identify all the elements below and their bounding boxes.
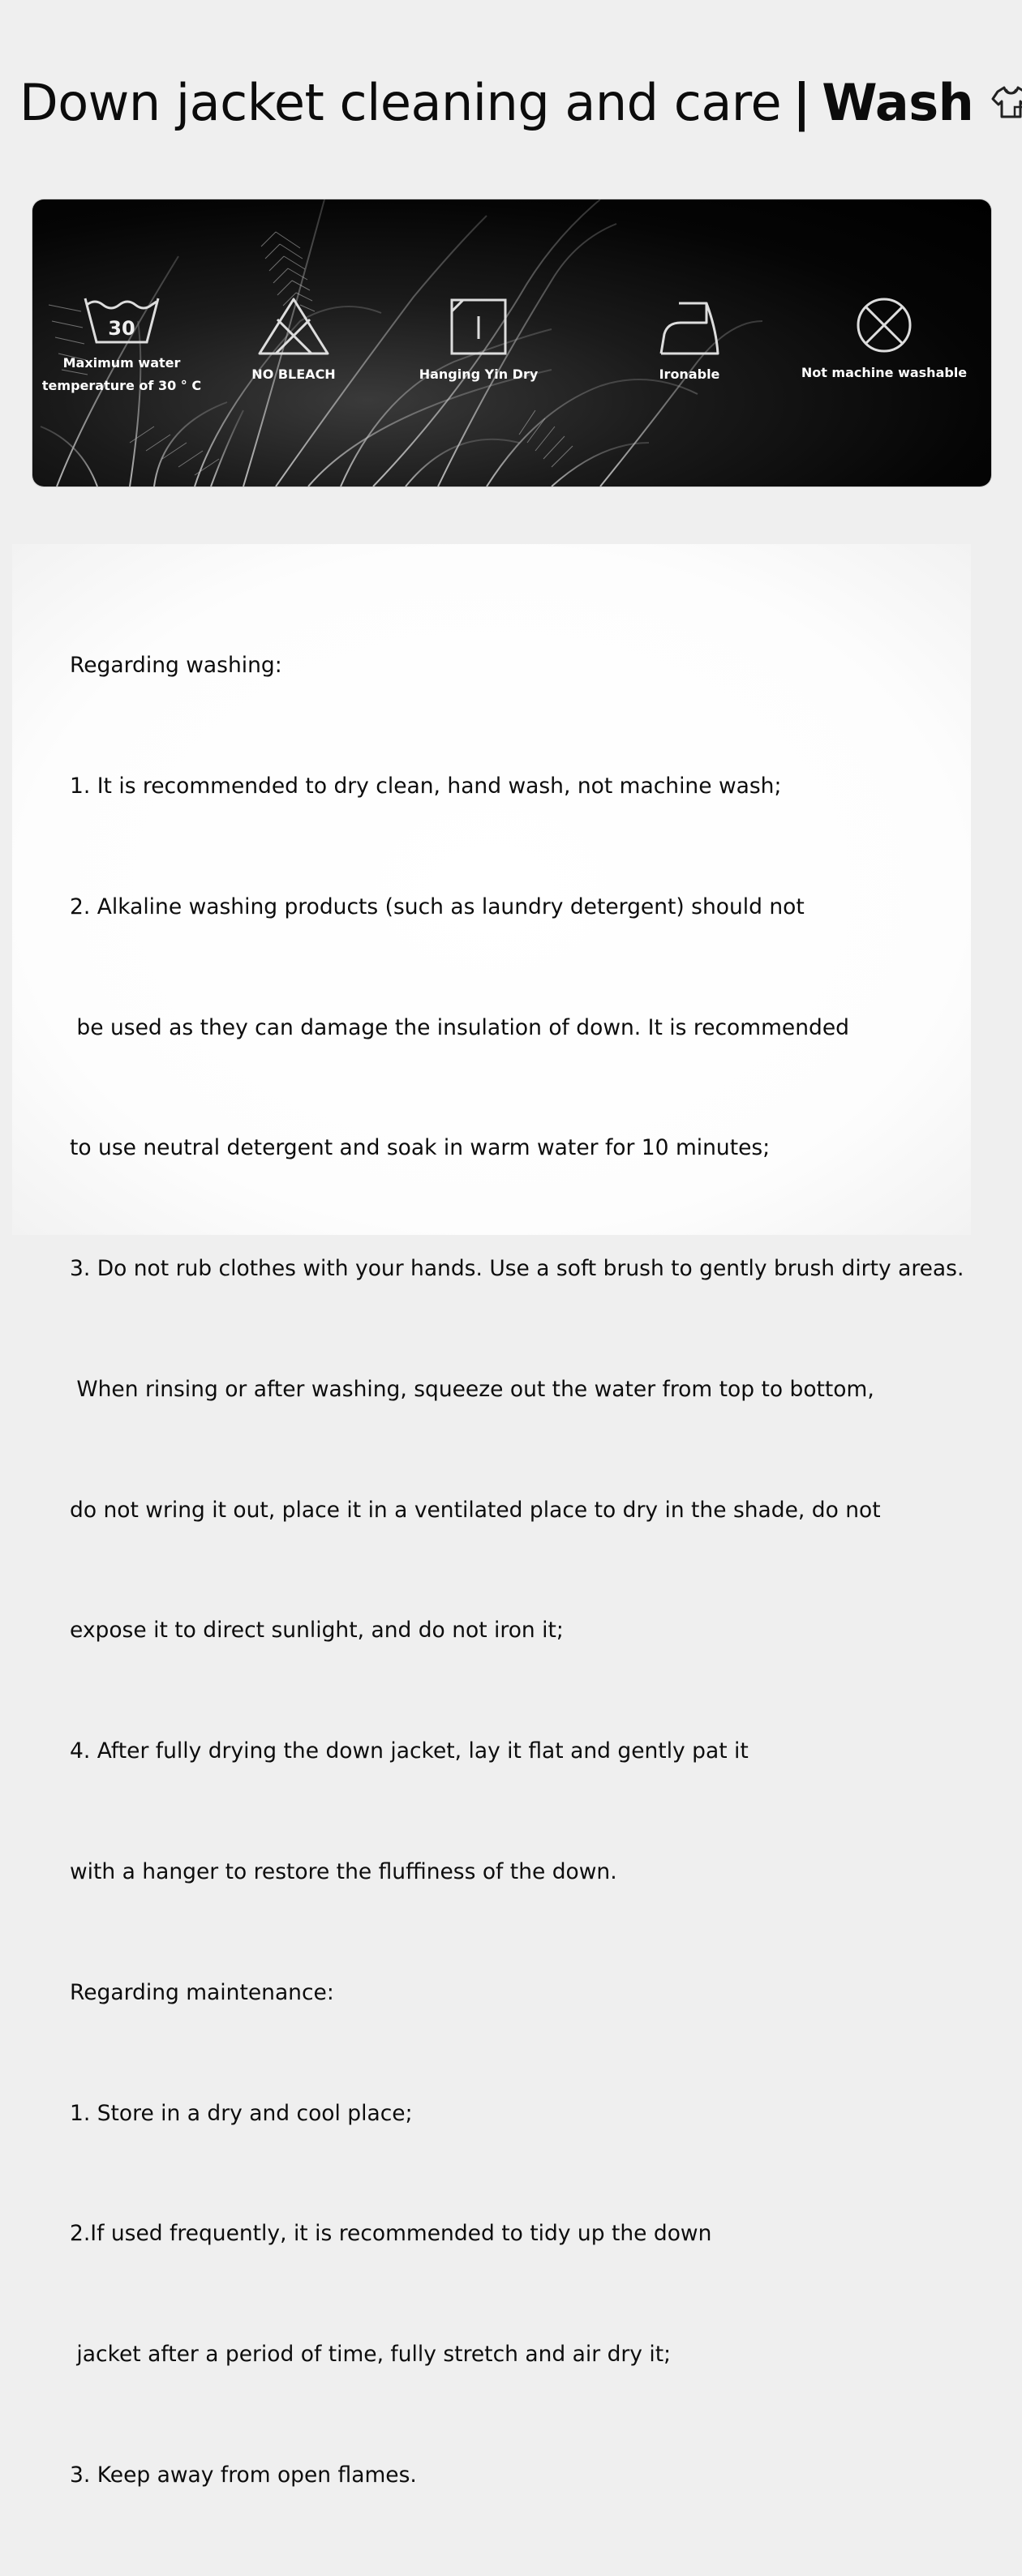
instruction-line: expose it to direct sunlight, and do not iron it; <box>70 1618 564 1644</box>
instruction-line: 2.If used frequently, it is recommended to tidy up the down <box>70 2221 712 2247</box>
care-label: NO BLEACH <box>251 366 336 382</box>
instruction-line: to use neutral detergent and soak in warm water for 10 minutes; <box>70 1135 771 1161</box>
no-bleach-icon <box>256 297 331 357</box>
care-label: Ironable <box>659 366 720 382</box>
care-item-no-bleach <box>221 297 367 386</box>
care-item-no-machine-wash <box>795 295 973 384</box>
hang-dry-shade-icon <box>449 297 509 357</box>
care-item-ironable <box>625 297 754 386</box>
care-instructions <box>70 565 964 2576</box>
care-item-hang-dry <box>406 297 552 386</box>
page-title-section: Wash <box>822 73 974 132</box>
section-heading-washing: Regarding washing: <box>70 653 282 679</box>
section-heading-maintenance: Regarding maintenance: <box>70 1979 334 2005</box>
instruction-line: 2. Alkaline washing products (such as laundry detergent) should not <box>70 894 805 919</box>
page-title <box>19 73 1022 132</box>
no-machine-wash-icon <box>854 295 914 355</box>
instruction-line: do not wring it out, place it in a ventilated place to dry in the shade, do not <box>70 1497 881 1523</box>
instruction-line: jacket after a period of time, fully stretch and air dry it; <box>70 2342 672 2368</box>
instruction-line: 1. Store in a dry and cool place; <box>70 2100 413 2126</box>
care-instructions-panel <box>12 544 971 2488</box>
wash-tub-30-icon <box>82 290 161 345</box>
care-item-wash-30 <box>41 290 203 397</box>
iron-icon <box>658 297 721 357</box>
instruction-line: 3. Keep away from open flames. <box>70 2462 417 2488</box>
care-label: Not machine washable <box>801 365 968 380</box>
title-separator: | <box>792 73 811 132</box>
care-label: Hanging Yin Dry <box>419 366 539 382</box>
page-title-main: Down jacket cleaning and care <box>19 73 782 132</box>
svg-text:30: 30 <box>108 317 135 340</box>
shirt-icon <box>990 81 1022 125</box>
instruction-line: be used as they can damage the insulation of down. It is recommended <box>70 1014 849 1040</box>
instruction-line: 3. Do not rub clothes with your hands. Use a soft brush to gently brush dirty areas. <box>70 1256 964 1282</box>
instruction-line: 4. After fully drying the down jacket, lay it flat and gently pat it <box>70 1738 749 1764</box>
instruction-line: with a hanger to restore the fluffiness of the down. <box>70 1859 617 1884</box>
instruction-line: 1. It is recommended to dry clean, hand wash, not machine wash; <box>70 773 782 799</box>
care-symbols-banner <box>32 199 991 486</box>
care-label-line2: temperature of 30 ° C <box>41 378 202 393</box>
care-label-line1: Maximum water <box>62 355 181 371</box>
instruction-line: When rinsing or after washing, squeeze out the water from top to bottom, <box>70 1376 874 1402</box>
